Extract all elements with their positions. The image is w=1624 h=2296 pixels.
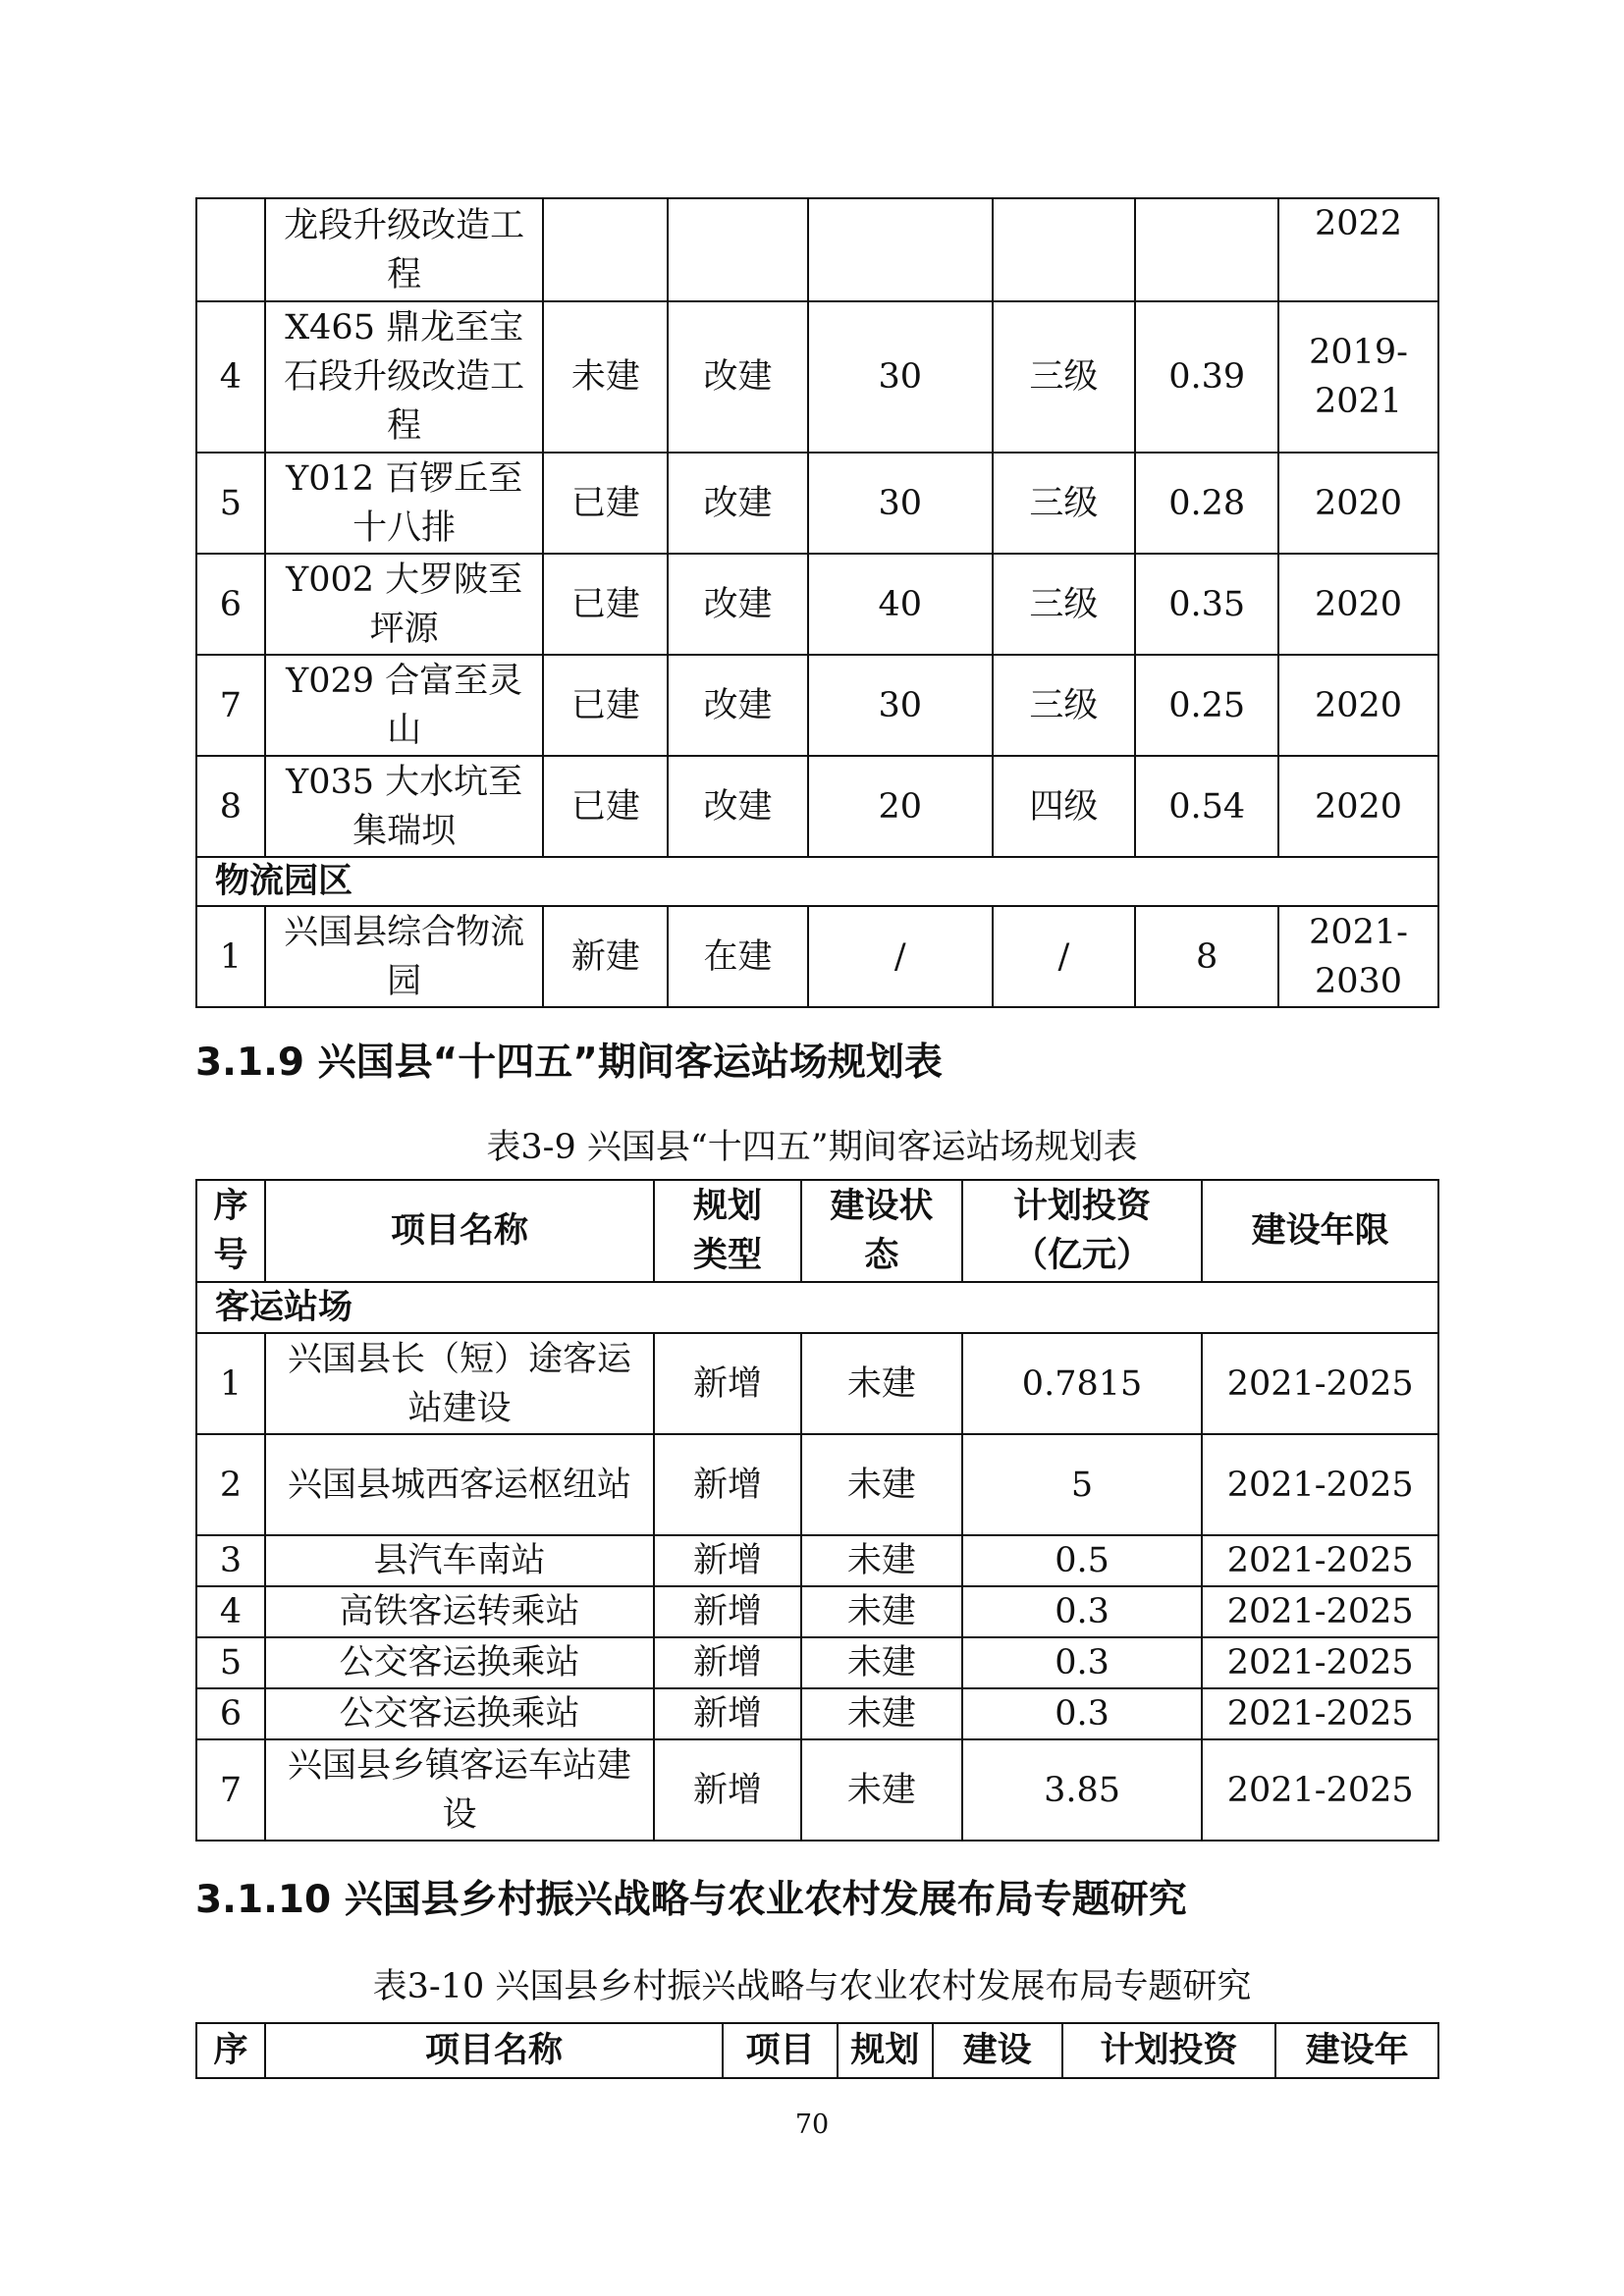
- header-row: [196, 2023, 1438, 2078]
- build-status: 已建: [543, 756, 668, 857]
- construction-period: 2019-2021: [1278, 301, 1438, 453]
- plan-type: 新增: [654, 1535, 801, 1586]
- table-row: [196, 301, 1438, 453]
- header-name: 项目名称: [265, 1180, 654, 1282]
- table-row: [196, 554, 1438, 655]
- header-row: [196, 1180, 1438, 1282]
- table-row: [196, 906, 1438, 1007]
- project-name: 兴国县综合物流园: [265, 906, 544, 1007]
- header-name: 项目名称: [265, 2023, 723, 2078]
- length: 20: [808, 756, 993, 857]
- header-col4: 规划: [838, 2023, 933, 2078]
- construction-period: 2021-2025: [1202, 1739, 1438, 1841]
- row-number: 1: [196, 1333, 265, 1434]
- length: 30: [808, 655, 993, 756]
- construction-period: 2021-2025: [1202, 1535, 1438, 1586]
- plan-type: 新增: [654, 1739, 801, 1841]
- construction-period: 2020: [1278, 655, 1438, 756]
- road-grade: [993, 198, 1136, 301]
- row-number: 6: [196, 554, 265, 655]
- build-status: 已建: [543, 554, 668, 655]
- construction-period: 2021-2030: [1278, 906, 1438, 1007]
- plan-type: 新增: [654, 1688, 801, 1739]
- table-row: [196, 1688, 1438, 1739]
- construction-period: 2021-2025: [1202, 1688, 1438, 1739]
- project-name: 兴国县长（短）途客运站建设: [265, 1333, 654, 1434]
- group-label: 客运站场: [196, 1282, 1438, 1333]
- investment: 3.85: [962, 1739, 1203, 1841]
- investment: 0.28: [1135, 453, 1278, 554]
- table-row: [196, 453, 1438, 554]
- investment: 0.39: [1135, 301, 1278, 453]
- road-grade: /: [993, 906, 1136, 1007]
- length: 30: [808, 453, 993, 554]
- length: [808, 198, 993, 301]
- project-name: 公交客运换乘站: [265, 1688, 654, 1739]
- investment: 8: [1135, 906, 1278, 1007]
- build-type: 在建: [668, 906, 808, 1007]
- build-status: [543, 198, 668, 301]
- project-name: 龙段升级改造工程: [265, 198, 544, 301]
- row-number: [196, 198, 265, 301]
- build-status: 未建: [801, 1586, 962, 1637]
- plan-type: 新增: [654, 1333, 801, 1434]
- table-row: [196, 1535, 1438, 1586]
- plan-type: 新增: [654, 1637, 801, 1688]
- table-row: [196, 756, 1438, 857]
- build-type: 改建: [668, 301, 808, 453]
- investment: 5: [962, 1434, 1203, 1535]
- header-investment: 计划投资: [1062, 2023, 1276, 2078]
- build-type: 改建: [668, 655, 808, 756]
- build-status: 已建: [543, 453, 668, 554]
- row-number: 6: [196, 1688, 265, 1739]
- group-row: [196, 1282, 1438, 1333]
- construction-period: 2020: [1278, 756, 1438, 857]
- group-label: 物流园区: [196, 857, 1438, 906]
- road-grade: 三级: [993, 655, 1136, 756]
- table-caption: 表3-10 兴国县乡村振兴战略与农业农村发展布局专题研究: [372, 1967, 1252, 2006]
- row-number: 8: [196, 756, 265, 857]
- construction-period: 2021-2025: [1202, 1333, 1438, 1434]
- investment: 0.3: [962, 1637, 1203, 1688]
- investment: 0.35: [1135, 554, 1278, 655]
- project-name: 县汽车南站: [265, 1535, 654, 1586]
- length: /: [808, 906, 993, 1007]
- header-period: 建设年: [1275, 2023, 1438, 2078]
- build-type: 改建: [668, 453, 808, 554]
- build-status: 未建: [801, 1688, 962, 1739]
- passenger-station-table: [195, 1179, 1439, 1842]
- project-name: X465 鼎龙至宝石段升级改造工程: [265, 301, 544, 453]
- table-row: [196, 1333, 1438, 1434]
- header-period: 建设年限: [1202, 1180, 1438, 1282]
- header-status: 建设状态: [801, 1180, 962, 1282]
- table-caption: 表3-9 兴国县“十四五”期间客运站场规划表: [486, 1128, 1138, 1167]
- row-number: 7: [196, 1739, 265, 1841]
- build-status: 已建: [543, 655, 668, 756]
- row-number: 2: [196, 1434, 265, 1535]
- table-row: [196, 1739, 1438, 1841]
- header-no: 序号: [196, 1180, 265, 1282]
- header-investment: 计划投资（亿元）: [962, 1180, 1203, 1282]
- group-row: [196, 857, 1438, 906]
- project-name: 高铁客运转乘站: [265, 1586, 654, 1637]
- build-status: 未建: [801, 1637, 962, 1688]
- row-number: 5: [196, 1637, 265, 1688]
- investment: 0.3: [962, 1586, 1203, 1637]
- plan-type: 新增: [654, 1434, 801, 1535]
- table-row: [196, 655, 1438, 756]
- build-status: 未建: [801, 1333, 962, 1434]
- length: 40: [808, 554, 993, 655]
- road-grade: 三级: [993, 453, 1136, 554]
- investment: 0.3: [962, 1688, 1203, 1739]
- build-status: 未建: [543, 301, 668, 453]
- build-status: 未建: [801, 1739, 962, 1841]
- header-col3: 项目: [723, 2023, 838, 2078]
- section-heading: 3.1.10 兴国县乡村振兴战略与农业农村发展布局专题研究: [195, 1878, 1187, 1922]
- row-number: 4: [196, 301, 265, 453]
- row-number: 4: [196, 1586, 265, 1637]
- header-type: 规划类型: [654, 1180, 801, 1282]
- build-type: [668, 198, 808, 301]
- header-no: 序: [196, 2023, 265, 2078]
- project-name: Y002 大罗陂至坪源: [265, 554, 544, 655]
- construction-period: 2022: [1278, 198, 1438, 301]
- page-number: 70: [794, 2109, 830, 2140]
- investment: 0.7815: [962, 1333, 1203, 1434]
- length: 30: [808, 301, 993, 453]
- project-name: Y035 大水坑至集瑞坝: [265, 756, 544, 857]
- table-row: [196, 1434, 1438, 1535]
- build-type: 改建: [668, 756, 808, 857]
- construction-period: 2020: [1278, 453, 1438, 554]
- road-grade: 四级: [993, 756, 1136, 857]
- project-name: 兴国县乡镇客运车站建设: [265, 1739, 654, 1841]
- build-type: 改建: [668, 554, 808, 655]
- road-projects-table: [195, 197, 1439, 1008]
- project-name: 兴国县城西客运枢纽站: [265, 1434, 654, 1535]
- road-grade: 三级: [993, 301, 1136, 453]
- table-row: [196, 198, 1438, 301]
- project-name: Y029 合富至灵山: [265, 655, 544, 756]
- construction-period: 2020: [1278, 554, 1438, 655]
- investment: 0.54: [1135, 756, 1278, 857]
- construction-period: 2021-2025: [1202, 1586, 1438, 1637]
- header-col5: 建设: [933, 2023, 1062, 2078]
- rural-revitalization-table: [195, 2022, 1439, 2079]
- plan-type: 新增: [654, 1586, 801, 1637]
- project-name: 公交客运换乘站: [265, 1637, 654, 1688]
- row-number: 3: [196, 1535, 265, 1586]
- construction-period: 2021-2025: [1202, 1434, 1438, 1535]
- row-number: 1: [196, 906, 265, 1007]
- section-heading: 3.1.9 兴国县“十四五”期间客运站场规划表: [195, 1041, 943, 1085]
- row-number: 7: [196, 655, 265, 756]
- project-name: Y012 百锣丘至十八排: [265, 453, 544, 554]
- road-grade: 三级: [993, 554, 1136, 655]
- row-number: 5: [196, 453, 265, 554]
- construction-period: 2021-2025: [1202, 1637, 1438, 1688]
- investment: 0.25: [1135, 655, 1278, 756]
- investment: 0.5: [962, 1535, 1203, 1586]
- build-status: 新建: [543, 906, 668, 1007]
- build-status: 未建: [801, 1535, 962, 1586]
- table-row: [196, 1586, 1438, 1637]
- build-status: 未建: [801, 1434, 962, 1535]
- table-row: [196, 1637, 1438, 1688]
- investment: [1135, 198, 1278, 301]
